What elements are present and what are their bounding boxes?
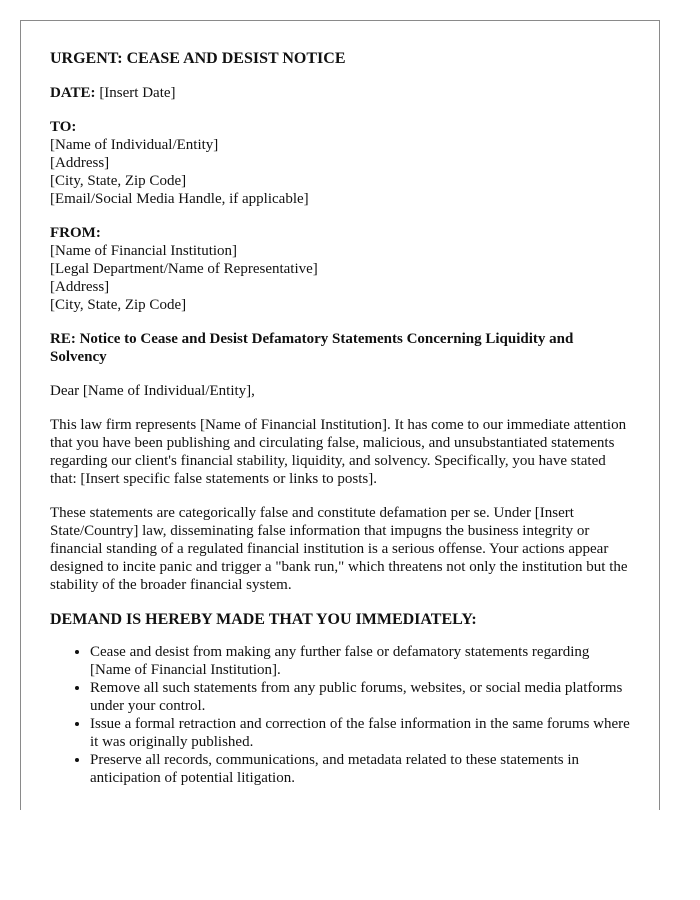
demand-heading: DEMAND IS HEREBY MADE THAT YOU IMMEDIATELY: <box>50 611 477 628</box>
to-name: [Name of Individual/Entity] <box>50 137 219 153</box>
from-legal-department: [Legal Department/Name of Representative] <box>50 261 318 277</box>
date-value: [Insert Date] <box>99 85 176 101</box>
from-institution: [Name of Financial Institution] <box>50 243 238 259</box>
to-block <box>50 118 631 208</box>
to-address: [Address] <box>50 155 110 171</box>
to-email-handle: [Email/Social Media Handle, if applicable] <box>50 191 309 207</box>
to-label: TO: <box>50 119 77 135</box>
date-label: DATE: <box>50 85 96 101</box>
demands-list <box>50 643 631 787</box>
paragraph-defamation: These statements are categorically false and constitute defamation per se. Under [Insert State/Country] law, disseminating false information that impugns the business integrity or financial standing of a regulated financial institution is a serious offense. Your actions appear designed to incite panic and trigger a "bank run," which threatens not only the institution but the stability of the broader financial system. <box>50 505 628 593</box>
demand-item-retraction: • Issue a formal retraction and correction of the false information in the same forums where it was originally published. <box>90 715 631 751</box>
salutation: Dear [Name of Individual/Entity], <box>50 383 255 399</box>
from-city-state-zip: [City, State, Zip Code] <box>50 297 187 313</box>
to-city-state-zip: [City, State, Zip Code] <box>50 173 187 189</box>
from-block <box>50 224 631 314</box>
re-subject-line: RE: Notice to Cease and Desist Defamatory Statements Concerning Liquidity and Solvency <box>50 331 574 365</box>
demand-item-cease: • Cease and desist from making any further false or defamatory statements regarding [Name of Financial Institution]. <box>90 643 631 679</box>
paragraph-representation: This law firm represents [Name of Financial Institution]. It has come to our immediate attention that you have been publishing and circulating false, malicious, and unsubstantiated statements regarding our client's financial stability, liquidity, and solvency. Specifically, you have stated that: [Insert specific false statements or links to posts]. <box>50 417 627 487</box>
document-body <box>21 21 659 787</box>
demand-item-preserve: • Preserve all records, communications, and metadata related to these statements in anticipation of potential litigation. <box>90 751 631 787</box>
notice-title: URGENT: CEASE AND DESIST NOTICE <box>50 50 346 67</box>
document-page <box>20 20 660 810</box>
demand-item-remove: • Remove all such statements from any public forums, websites, or social media platforms under your control. <box>90 679 631 715</box>
date-line <box>50 84 631 102</box>
from-label: FROM: <box>50 225 101 241</box>
from-address: [Address] <box>50 279 110 295</box>
